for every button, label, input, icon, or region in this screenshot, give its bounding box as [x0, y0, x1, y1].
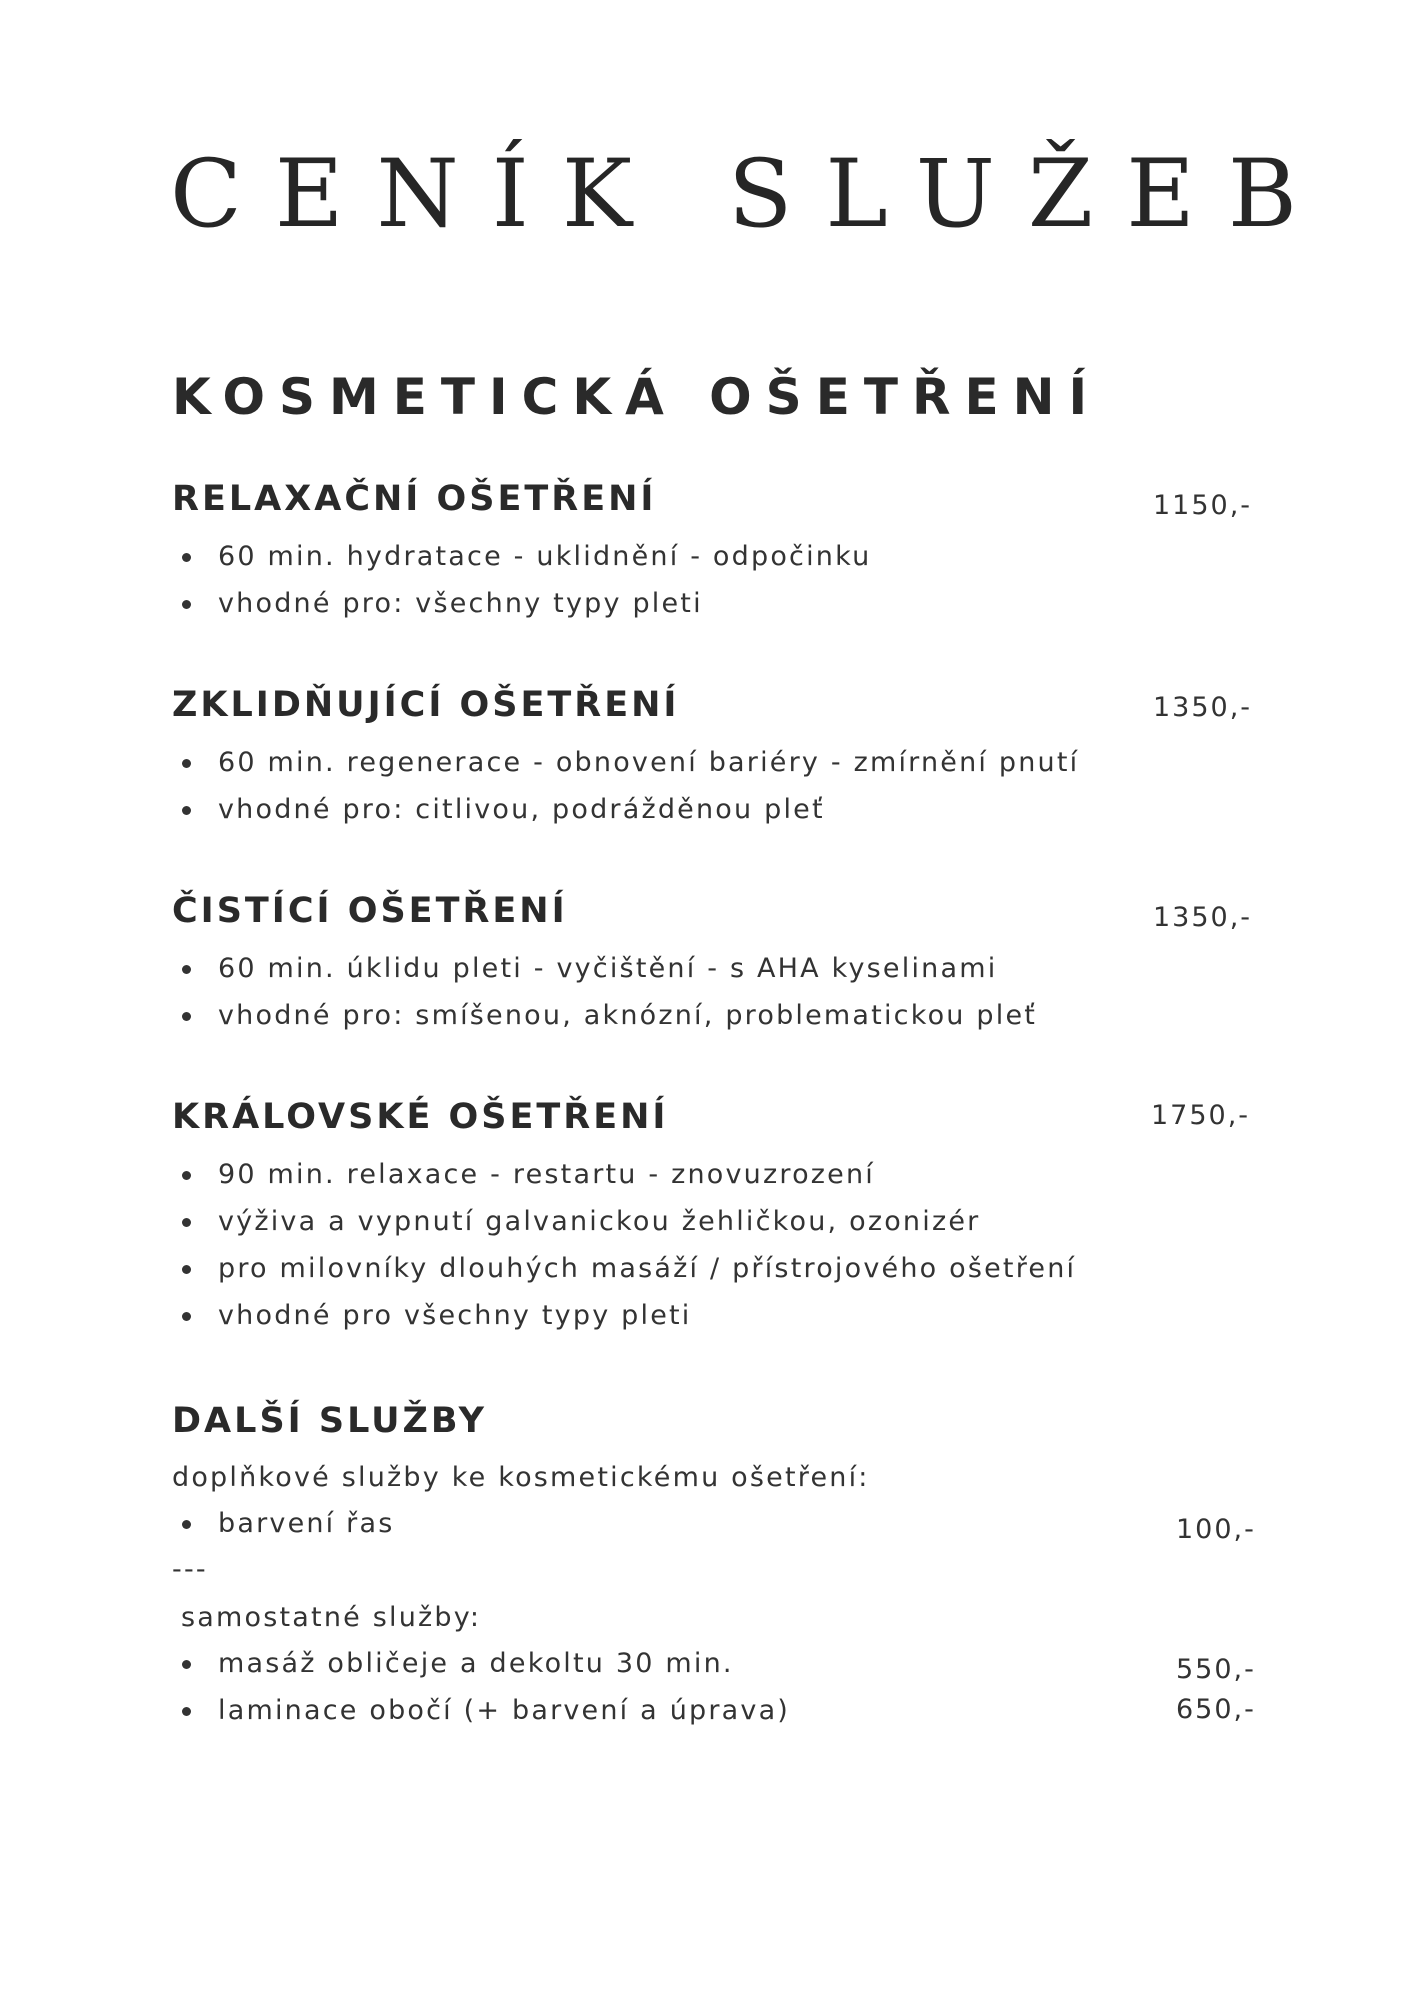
list-item: [172, 1697, 790, 1744]
treatment-name: RELAXAČNÍ OŠETŘENÍ: [172, 479, 657, 519]
service-name: masáž obličeje a dekoltu 30 min.: [218, 1648, 734, 1679]
service-price: 550,-: [1176, 1654, 1256, 1685]
treatment-details: [172, 1161, 1076, 1349]
section-title: KOSMETICKÁ OŠETŘENÍ: [172, 368, 1102, 426]
page-title: CENÍK SLUŽEB: [170, 140, 1330, 249]
bullet-icon: [182, 1171, 191, 1180]
treatment-details: [172, 749, 1079, 843]
service-name: laminace obočí (+ barvení a úprava): [218, 1695, 791, 1726]
detail-text: výživa a vypnutí galvanickou žehličkou, ozonizér: [218, 1206, 981, 1237]
list-item: [172, 1208, 1076, 1255]
detail-text: vhodné pro všechny typy pleti: [218, 1300, 692, 1331]
detail-text: vhodné pro: citlivou, podrážděnou pleť: [218, 794, 825, 825]
separator: ---: [172, 1554, 208, 1585]
list-item: [172, 749, 1079, 796]
detail-text: 60 min. hydratace - uklidnění - odpočinku: [218, 541, 872, 572]
addon-list: [172, 1510, 394, 1557]
bullet-icon: [182, 1312, 191, 1321]
list-item: [172, 1161, 1076, 1208]
treatment-price: 1150,-: [1153, 490, 1253, 521]
extra-services-title: DALŠÍ SLUŽBY: [172, 1401, 488, 1441]
standalone-intro: samostatné služby:: [181, 1602, 482, 1633]
treatment-name: ZKLIDŇUJÍCÍ OŠETŘENÍ: [172, 685, 680, 725]
service-name: barvení řas: [218, 1508, 395, 1539]
detail-text: pro milovníky dlouhých masáží / přístrojového ošetření: [218, 1253, 1077, 1284]
bullet-icon: [182, 1520, 191, 1529]
treatment-details: [172, 955, 1037, 1049]
bullet-icon: [182, 759, 191, 768]
list-item: [172, 1650, 790, 1697]
treatment-name: ČISTÍCÍ OŠETŘENÍ: [172, 891, 568, 931]
detail-text: vhodné pro: všechny typy pleti: [218, 588, 703, 619]
list-item: [172, 1510, 394, 1557]
detail-text: 90 min. relaxace - restartu - znovuzrození: [218, 1159, 875, 1190]
detail-text: vhodné pro: smíšenou, aknózní, problematickou pleť: [218, 1000, 1038, 1031]
treatment-price: 1350,-: [1153, 692, 1253, 723]
list-item: [172, 955, 1037, 1002]
treatment-details: [172, 543, 871, 637]
bullet-icon: [182, 1012, 191, 1021]
treatment-price: 1750,-: [1151, 1100, 1251, 1131]
treatment-price: 1350,-: [1153, 902, 1253, 933]
list-item: [172, 1002, 1037, 1049]
service-price: 100,-: [1176, 1514, 1256, 1545]
bullet-icon: [182, 1265, 191, 1274]
bullet-icon: [182, 600, 191, 609]
standalone-list: [172, 1650, 790, 1744]
bullet-icon: [182, 965, 191, 974]
list-item: [172, 1255, 1076, 1302]
bullet-icon: [182, 1660, 191, 1669]
list-item: [172, 590, 871, 637]
bullet-icon: [182, 1218, 191, 1227]
bullet-icon: [182, 806, 191, 815]
list-item: [172, 796, 1079, 843]
bullet-icon: [182, 1707, 191, 1716]
addon-intro: doplňkové služby ke kosmetickému ošetření:: [172, 1462, 870, 1493]
bullet-icon: [182, 553, 191, 562]
treatment-name: KRÁLOVSKÉ OŠETŘENÍ: [172, 1097, 669, 1137]
list-item: [172, 1302, 1076, 1349]
detail-text: 60 min. úklidu pleti - vyčištění - s AHA kyselinami: [218, 953, 998, 984]
detail-text: 60 min. regenerace - obnovení bariéry - zmírnění pnutí: [218, 747, 1080, 778]
list-item: [172, 543, 871, 590]
service-price: 650,-: [1176, 1694, 1256, 1725]
